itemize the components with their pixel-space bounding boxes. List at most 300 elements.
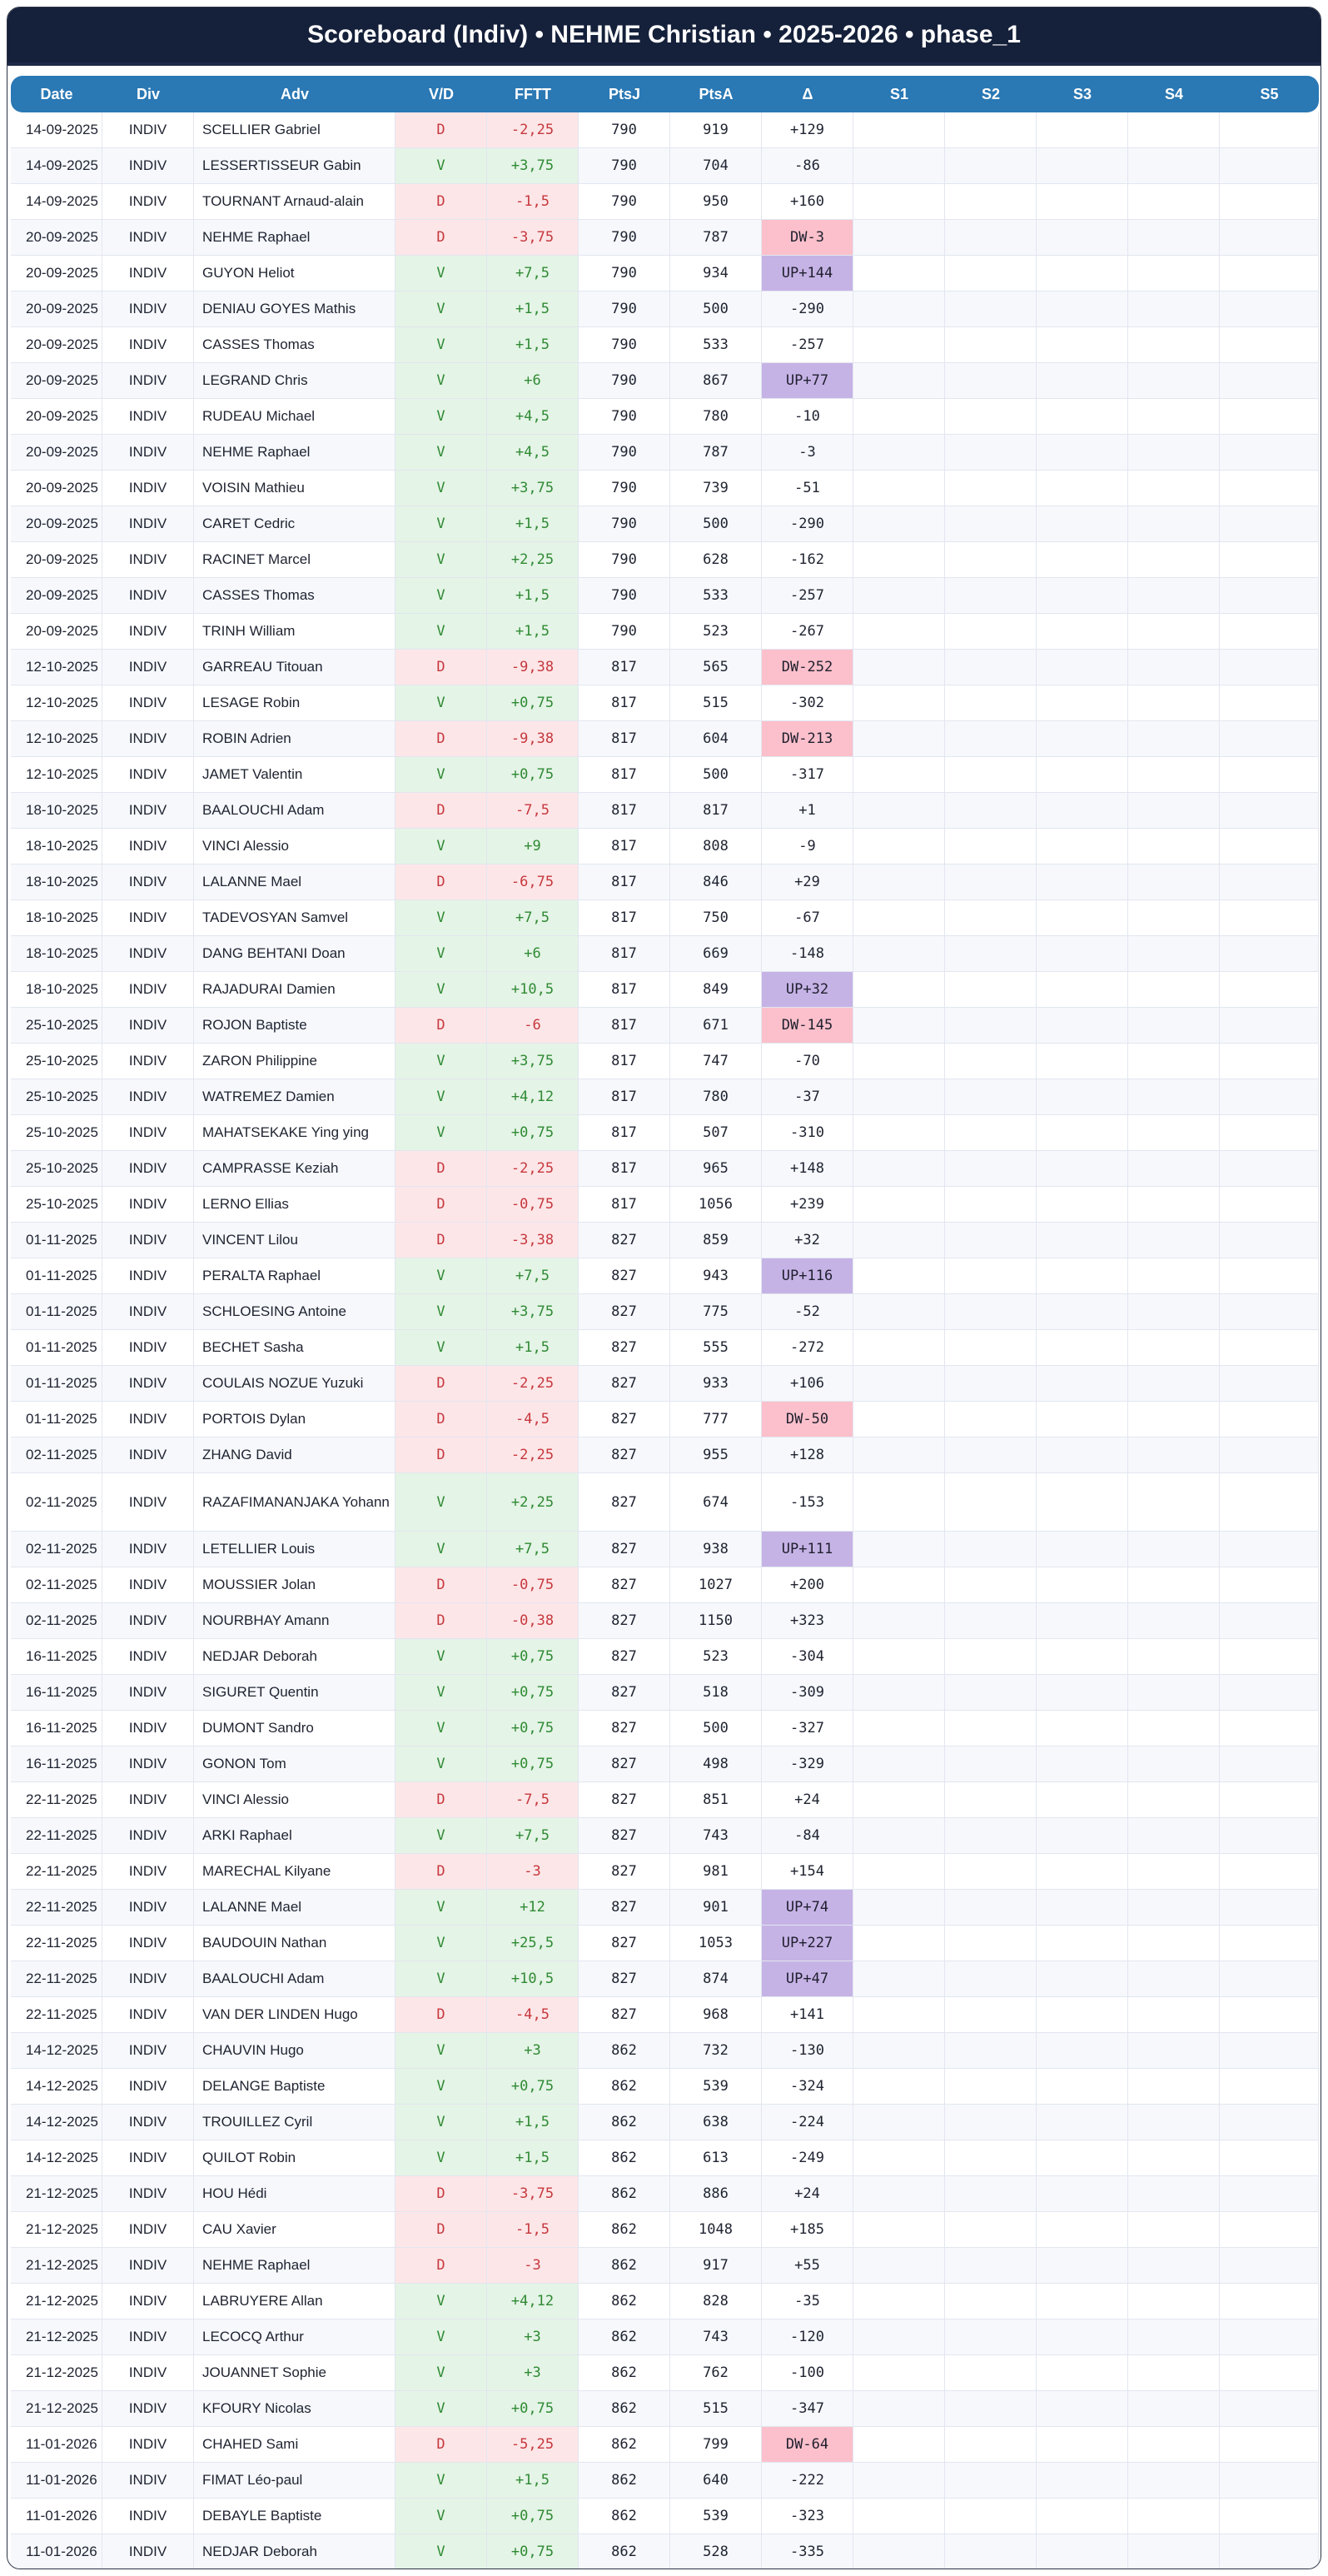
cell-fftt: -0,75 bbox=[487, 1567, 579, 1602]
cell-vd: V bbox=[395, 2319, 487, 2354]
cell-fftt: +7,5 bbox=[487, 1532, 579, 1567]
cell-ptsj: 827 bbox=[579, 1603, 670, 1638]
cell-div: INDIV bbox=[102, 506, 194, 541]
table-row bbox=[11, 1402, 1319, 1437]
cell-ptsa: 565 bbox=[670, 650, 762, 685]
cell-ptsa: 674 bbox=[670, 1473, 762, 1531]
cell-s2 bbox=[945, 1782, 1037, 1817]
cell-s5 bbox=[1220, 1567, 1319, 1602]
cell-date: 12-10-2025 bbox=[11, 757, 102, 792]
cell-delta: -10 bbox=[762, 399, 853, 434]
cell-s2 bbox=[945, 184, 1037, 219]
cell-s5 bbox=[1220, 2391, 1319, 2426]
cell-fftt: +0,75 bbox=[487, 1746, 579, 1781]
cell-fftt: +1,5 bbox=[487, 614, 579, 649]
cell-ptsa: 851 bbox=[670, 1782, 762, 1817]
cell-s5 bbox=[1220, 1473, 1319, 1531]
column-header-s3[interactable]: S3 bbox=[1072, 85, 1092, 102]
cell-s5 bbox=[1220, 1675, 1319, 1710]
cell-date: 20-09-2025 bbox=[11, 471, 102, 506]
cell-ptsa: 500 bbox=[670, 1711, 762, 1746]
cell-s4 bbox=[1128, 2140, 1220, 2175]
cell-ptsa: 787 bbox=[670, 220, 762, 255]
cell-s3 bbox=[1037, 1402, 1128, 1437]
cell-s4 bbox=[1128, 578, 1220, 613]
cell-s3 bbox=[1037, 1473, 1128, 1531]
cell-s4 bbox=[1128, 327, 1220, 362]
cell-s3 bbox=[1037, 1818, 1128, 1853]
cell-div: INDIV bbox=[102, 1890, 194, 1925]
cell-vd: D bbox=[395, 1223, 487, 1258]
cell-date: 21-12-2025 bbox=[11, 2319, 102, 2354]
table-row bbox=[11, 2534, 1319, 2569]
cell-s5 bbox=[1220, 1711, 1319, 1746]
cell-vd: V bbox=[395, 2284, 487, 2319]
cell-adv: VINCENT Lilou bbox=[194, 1223, 395, 1258]
cell-ptsj: 790 bbox=[579, 506, 670, 541]
column-header-date[interactable]: Date bbox=[40, 85, 73, 102]
cell-div: INDIV bbox=[102, 1187, 194, 1222]
cell-ptsj: 862 bbox=[579, 2248, 670, 2283]
cell-ptsj: 790 bbox=[579, 399, 670, 434]
table-row bbox=[11, 2105, 1319, 2140]
table-row bbox=[11, 2212, 1319, 2248]
page-title: Scoreboard (Indiv) • NEHME Christian • 2025-2026 • phase_1 bbox=[7, 7, 1321, 66]
cell-ptsj: 862 bbox=[579, 2033, 670, 2068]
cell-delta: UP+74 bbox=[762, 1890, 853, 1925]
cell-ptsa: 968 bbox=[670, 1997, 762, 2032]
cell-s4 bbox=[1128, 184, 1220, 219]
cell-adv: BAALOUCHI Adam bbox=[194, 793, 395, 828]
cell-s3 bbox=[1037, 184, 1128, 219]
cell-s3 bbox=[1037, 936, 1128, 971]
table-row bbox=[11, 578, 1319, 614]
table-row bbox=[11, 2069, 1319, 2105]
cell-s2 bbox=[945, 542, 1037, 577]
cell-s3 bbox=[1037, 1567, 1128, 1602]
cell-s2 bbox=[945, 1402, 1037, 1437]
cell-s1 bbox=[853, 2427, 945, 2462]
table-row bbox=[11, 1639, 1319, 1675]
cell-ptsj: 817 bbox=[579, 936, 670, 971]
cell-s5 bbox=[1220, 2355, 1319, 2390]
cell-vd: V bbox=[395, 1639, 487, 1674]
cell-vd: D bbox=[395, 2176, 487, 2211]
cell-s2 bbox=[945, 2176, 1037, 2211]
cell-adv: ZHANG David bbox=[194, 1437, 395, 1472]
cell-adv: DENIAU GOYES Mathis bbox=[194, 291, 395, 326]
cell-fftt: -1,5 bbox=[487, 2212, 579, 2247]
cell-delta: UP+227 bbox=[762, 1926, 853, 1961]
cell-date: 21-12-2025 bbox=[11, 2212, 102, 2247]
cell-div: INDIV bbox=[102, 399, 194, 434]
table-row bbox=[11, 1567, 1319, 1603]
table-row bbox=[11, 1926, 1319, 1961]
cell-ptsj: 827 bbox=[579, 1567, 670, 1602]
table-row bbox=[11, 1890, 1319, 1926]
cell-delta: -257 bbox=[762, 578, 853, 613]
cell-s5 bbox=[1220, 1818, 1319, 1853]
cell-delta: +128 bbox=[762, 1437, 853, 1472]
cell-adv: HOU Hédi bbox=[194, 2176, 395, 2211]
cell-ptsj: 817 bbox=[579, 793, 670, 828]
cell-s3 bbox=[1037, 2427, 1128, 2462]
cell-vd: V bbox=[395, 542, 487, 577]
cell-ptsj: 817 bbox=[579, 757, 670, 792]
cell-delta: DW-252 bbox=[762, 650, 853, 685]
cell-s5 bbox=[1220, 578, 1319, 613]
cell-delta: -70 bbox=[762, 1044, 853, 1079]
cell-div: INDIV bbox=[102, 1926, 194, 1961]
cell-s3 bbox=[1037, 2248, 1128, 2283]
cell-s4 bbox=[1128, 2355, 1220, 2390]
cell-s4 bbox=[1128, 1818, 1220, 1853]
cell-s1 bbox=[853, 864, 945, 899]
cell-s2 bbox=[945, 1151, 1037, 1186]
cell-date: 22-11-2025 bbox=[11, 1961, 102, 1996]
cell-s2 bbox=[945, 793, 1037, 828]
cell-vd: V bbox=[395, 435, 487, 470]
column-header-vd[interactable]: V/D bbox=[428, 85, 454, 102]
cell-s1 bbox=[853, 112, 945, 147]
cell-delta: DW-213 bbox=[762, 721, 853, 756]
cell-adv: LEGRAND Chris bbox=[194, 363, 395, 398]
cell-div: INDIV bbox=[102, 1473, 194, 1531]
cell-s5 bbox=[1220, 2140, 1319, 2175]
cell-ptsa: 917 bbox=[670, 2248, 762, 2283]
table-header bbox=[11, 76, 1319, 112]
cell-date: 20-09-2025 bbox=[11, 506, 102, 541]
cell-vd: V bbox=[395, 2140, 487, 2175]
cell-fftt: -3,38 bbox=[487, 1223, 579, 1258]
cell-s4 bbox=[1128, 2212, 1220, 2247]
cell-delta: UP+111 bbox=[762, 1532, 853, 1567]
cell-delta: -329 bbox=[762, 1746, 853, 1781]
cell-fftt: +1,5 bbox=[487, 327, 579, 362]
cell-s1 bbox=[853, 1890, 945, 1925]
cell-date: 18-10-2025 bbox=[11, 864, 102, 899]
cell-s4 bbox=[1128, 2248, 1220, 2283]
cell-s3 bbox=[1037, 148, 1128, 183]
cell-adv: CASSES Thomas bbox=[194, 578, 395, 613]
cell-date: 22-11-2025 bbox=[11, 1926, 102, 1961]
cell-ptsa: 874 bbox=[670, 1961, 762, 1996]
table-row bbox=[11, 864, 1319, 900]
cell-ptsa: 555 bbox=[670, 1330, 762, 1365]
cell-date: 20-09-2025 bbox=[11, 256, 102, 291]
cell-vd: V bbox=[395, 291, 487, 326]
column-header-s1[interactable]: S1 bbox=[889, 85, 909, 102]
cell-adv: GARREAU Titouan bbox=[194, 650, 395, 685]
cell-ptsj: 862 bbox=[579, 2176, 670, 2211]
cell-delta: -35 bbox=[762, 2284, 853, 2319]
cell-adv: NOURBHAY Amann bbox=[194, 1603, 395, 1638]
cell-ptsj: 817 bbox=[579, 1008, 670, 1043]
cell-s2 bbox=[945, 1330, 1037, 1365]
cell-ptsj: 827 bbox=[579, 1997, 670, 2032]
cell-s3 bbox=[1037, 1997, 1128, 2032]
cell-div: INDIV bbox=[102, 1782, 194, 1817]
cell-s4 bbox=[1128, 1926, 1220, 1961]
cell-fftt: +0,75 bbox=[487, 1639, 579, 1674]
table-row bbox=[11, 2319, 1319, 2355]
cell-s5 bbox=[1220, 1639, 1319, 1674]
cell-s4 bbox=[1128, 936, 1220, 971]
cell-ptsa: 747 bbox=[670, 1044, 762, 1079]
cell-div: INDIV bbox=[102, 1639, 194, 1674]
cell-s5 bbox=[1220, 2427, 1319, 2462]
cell-ptsa: 1150 bbox=[670, 1603, 762, 1638]
cell-s3 bbox=[1037, 1437, 1128, 1472]
cell-adv: MARECHAL Kilyane bbox=[194, 1854, 395, 1889]
table-row bbox=[11, 471, 1319, 506]
table-row bbox=[11, 1008, 1319, 1044]
cell-date: 01-11-2025 bbox=[11, 1294, 102, 1329]
column-header-ptsj[interactable]: PtsJ bbox=[608, 85, 641, 102]
cell-s1 bbox=[853, 2069, 945, 2104]
cell-s1 bbox=[853, 2355, 945, 2390]
cell-adv: DELANGE Baptiste bbox=[194, 2069, 395, 2104]
cell-s4 bbox=[1128, 471, 1220, 506]
cell-date: 16-11-2025 bbox=[11, 1639, 102, 1674]
cell-s4 bbox=[1128, 1854, 1220, 1889]
cell-div: INDIV bbox=[102, 184, 194, 219]
cell-s5 bbox=[1220, 1366, 1319, 1401]
cell-vd: V bbox=[395, 1961, 487, 1996]
cell-fftt: -9,38 bbox=[487, 721, 579, 756]
cell-adv: RAZAFIMANANJAKA Yohann bbox=[194, 1473, 395, 1531]
cell-s1 bbox=[853, 721, 945, 756]
cell-delta: +55 bbox=[762, 2248, 853, 2283]
cell-fftt: -4,5 bbox=[487, 1997, 579, 2032]
cell-ptsa: 901 bbox=[670, 1890, 762, 1925]
cell-delta: DW-145 bbox=[762, 1008, 853, 1043]
cell-s3 bbox=[1037, 2355, 1128, 2390]
cell-s2 bbox=[945, 1437, 1037, 1472]
cell-date: 16-11-2025 bbox=[11, 1711, 102, 1746]
cell-vd: V bbox=[395, 471, 487, 506]
cell-date: 22-11-2025 bbox=[11, 1997, 102, 2032]
cell-ptsj: 817 bbox=[579, 1079, 670, 1114]
cell-s3 bbox=[1037, 578, 1128, 613]
cell-ptsa: 955 bbox=[670, 1437, 762, 1472]
cell-vd: D bbox=[395, 1603, 487, 1638]
cell-vd: V bbox=[395, 1926, 487, 1961]
cell-div: INDIV bbox=[102, 1532, 194, 1567]
cell-s3 bbox=[1037, 1782, 1128, 1817]
cell-div: INDIV bbox=[102, 793, 194, 828]
cell-date: 01-11-2025 bbox=[11, 1402, 102, 1437]
cell-s3 bbox=[1037, 256, 1128, 291]
column-header-s5[interactable]: S5 bbox=[1260, 85, 1279, 102]
column-header-adv[interactable]: Adv bbox=[280, 86, 309, 102]
cell-s1 bbox=[853, 1151, 945, 1186]
column-header-div[interactable]: Div bbox=[136, 85, 160, 102]
column-header-delta[interactable]: Δ bbox=[802, 85, 813, 102]
cell-adv: PORTOIS Dylan bbox=[194, 1402, 395, 1437]
cell-vd: D bbox=[395, 2212, 487, 2247]
cell-ptsa: 515 bbox=[670, 685, 762, 720]
cell-delta: -224 bbox=[762, 2105, 853, 2140]
cell-s1 bbox=[853, 1746, 945, 1781]
cell-ptsj: 862 bbox=[579, 2427, 670, 2462]
cell-div: INDIV bbox=[102, 1223, 194, 1258]
table-row bbox=[11, 2176, 1319, 2212]
cell-s3 bbox=[1037, 471, 1128, 506]
cell-s5 bbox=[1220, 2069, 1319, 2104]
cell-delta: -153 bbox=[762, 1473, 853, 1531]
cell-delta: +32 bbox=[762, 1223, 853, 1258]
cell-s2 bbox=[945, 1603, 1037, 1638]
cell-s4 bbox=[1128, 793, 1220, 828]
cell-s2 bbox=[945, 2248, 1037, 2283]
cell-div: INDIV bbox=[102, 685, 194, 720]
table-row bbox=[11, 112, 1319, 148]
cell-div: INDIV bbox=[102, 1675, 194, 1710]
cell-s3 bbox=[1037, 2499, 1128, 2534]
cell-ptsa: 500 bbox=[670, 291, 762, 326]
table-row bbox=[11, 1079, 1319, 1115]
cell-adv: MAHATSEKAKE Ying ying bbox=[194, 1115, 395, 1150]
cell-vd: V bbox=[395, 2069, 487, 2104]
cell-delta: UP+47 bbox=[762, 1961, 853, 1996]
cell-fftt: +1,5 bbox=[487, 2105, 579, 2140]
cell-s5 bbox=[1220, 793, 1319, 828]
cell-s2 bbox=[945, 2427, 1037, 2462]
column-header-s4[interactable]: S4 bbox=[1164, 85, 1184, 102]
cell-vd: V bbox=[395, 1746, 487, 1781]
cell-adv: DEBAYLE Baptiste bbox=[194, 2499, 395, 2534]
cell-delta: -3 bbox=[762, 435, 853, 470]
cell-ptsj: 827 bbox=[579, 1366, 670, 1401]
cell-date: 02-11-2025 bbox=[11, 1532, 102, 1567]
cell-s1 bbox=[853, 1044, 945, 1079]
cell-date: 21-12-2025 bbox=[11, 2284, 102, 2319]
column-header-s2[interactable]: S2 bbox=[981, 85, 1001, 102]
cell-s2 bbox=[945, 972, 1037, 1007]
cell-s4 bbox=[1128, 1782, 1220, 1817]
cell-s3 bbox=[1037, 972, 1128, 1007]
cell-s4 bbox=[1128, 1223, 1220, 1258]
cell-s3 bbox=[1037, 1294, 1128, 1329]
cell-s1 bbox=[853, 256, 945, 291]
column-header-fftt[interactable]: FFTT bbox=[515, 85, 551, 102]
cell-s5 bbox=[1220, 1044, 1319, 1079]
cell-ptsa: 613 bbox=[670, 2140, 762, 2175]
cell-div: INDIV bbox=[102, 1603, 194, 1638]
cell-s4 bbox=[1128, 2033, 1220, 2068]
cell-ptsa: 500 bbox=[670, 757, 762, 792]
cell-ptsa: 671 bbox=[670, 1008, 762, 1043]
column-header-ptsa[interactable]: PtsA bbox=[699, 85, 734, 102]
cell-s2 bbox=[945, 2391, 1037, 2426]
cell-ptsj: 817 bbox=[579, 1187, 670, 1222]
cell-date: 02-11-2025 bbox=[11, 1437, 102, 1472]
cell-fftt: +4,5 bbox=[487, 399, 579, 434]
table-row bbox=[11, 972, 1319, 1008]
cell-date: 20-09-2025 bbox=[11, 435, 102, 470]
cell-ptsj: 827 bbox=[579, 1437, 670, 1472]
cell-vd: D bbox=[395, 2427, 487, 2462]
cell-s2 bbox=[945, 578, 1037, 613]
cell-fftt: +6 bbox=[487, 363, 579, 398]
cell-s5 bbox=[1220, 1223, 1319, 1258]
cell-ptsa: 539 bbox=[670, 2499, 762, 2534]
table-row bbox=[11, 2140, 1319, 2176]
cell-ptsj: 827 bbox=[579, 1294, 670, 1329]
cell-ptsj: 817 bbox=[579, 900, 670, 935]
cell-s5 bbox=[1220, 256, 1319, 291]
cell-delta: -290 bbox=[762, 291, 853, 326]
cell-s4 bbox=[1128, 1997, 1220, 2032]
cell-ptsa: 743 bbox=[670, 2319, 762, 2354]
cell-s3 bbox=[1037, 793, 1128, 828]
cell-s5 bbox=[1220, 2463, 1319, 2498]
cell-s5 bbox=[1220, 112, 1319, 147]
cell-div: INDIV bbox=[102, 2140, 194, 2175]
cell-vd: D bbox=[395, 1782, 487, 1817]
cell-s4 bbox=[1128, 220, 1220, 255]
cell-s4 bbox=[1128, 112, 1220, 147]
cell-date: 18-10-2025 bbox=[11, 900, 102, 935]
cell-div: INDIV bbox=[102, 363, 194, 398]
cell-fftt: +10,5 bbox=[487, 972, 579, 1007]
cell-div: INDIV bbox=[102, 2319, 194, 2354]
cell-ptsa: 846 bbox=[670, 864, 762, 899]
cell-fftt: -0,75 bbox=[487, 1187, 579, 1222]
cell-s5 bbox=[1220, 506, 1319, 541]
cell-adv: TADEVOSYAN Samvel bbox=[194, 900, 395, 935]
cell-s5 bbox=[1220, 1532, 1319, 1567]
table-row bbox=[11, 757, 1319, 793]
cell-s5 bbox=[1220, 1926, 1319, 1961]
cell-s1 bbox=[853, 1567, 945, 1602]
cell-s1 bbox=[853, 2319, 945, 2354]
cell-s4 bbox=[1128, 1294, 1220, 1329]
cell-vd: V bbox=[395, 2534, 487, 2569]
cell-delta: +106 bbox=[762, 1366, 853, 1401]
cell-ptsa: 739 bbox=[670, 471, 762, 506]
cell-vd: D bbox=[395, 1854, 487, 1889]
cell-div: INDIV bbox=[102, 1402, 194, 1437]
cell-delta: +239 bbox=[762, 1187, 853, 1222]
cell-fftt: +7,5 bbox=[487, 900, 579, 935]
cell-s4 bbox=[1128, 506, 1220, 541]
cell-s1 bbox=[853, 506, 945, 541]
table-row bbox=[11, 1366, 1319, 1402]
cell-adv: CAMPRASSE Keziah bbox=[194, 1151, 395, 1186]
cell-div: INDIV bbox=[102, 112, 194, 147]
cell-vd: D bbox=[395, 1402, 487, 1437]
cell-ptsa: 775 bbox=[670, 1294, 762, 1329]
cell-s2 bbox=[945, 685, 1037, 720]
cell-date: 14-12-2025 bbox=[11, 2105, 102, 2140]
cell-s5 bbox=[1220, 2499, 1319, 2534]
cell-s2 bbox=[945, 1675, 1037, 1710]
cell-s3 bbox=[1037, 900, 1128, 935]
table-row bbox=[11, 1294, 1319, 1330]
cell-s5 bbox=[1220, 2534, 1319, 2569]
cell-date: 20-09-2025 bbox=[11, 399, 102, 434]
table-row bbox=[11, 2355, 1319, 2391]
table-row bbox=[11, 2463, 1319, 2499]
cell-adv: WATREMEZ Damien bbox=[194, 1079, 395, 1114]
cell-delta: +200 bbox=[762, 1567, 853, 1602]
cell-fftt: +3,75 bbox=[487, 1294, 579, 1329]
cell-s2 bbox=[945, 2534, 1037, 2569]
cell-s5 bbox=[1220, 650, 1319, 685]
cell-div: INDIV bbox=[102, 1818, 194, 1853]
